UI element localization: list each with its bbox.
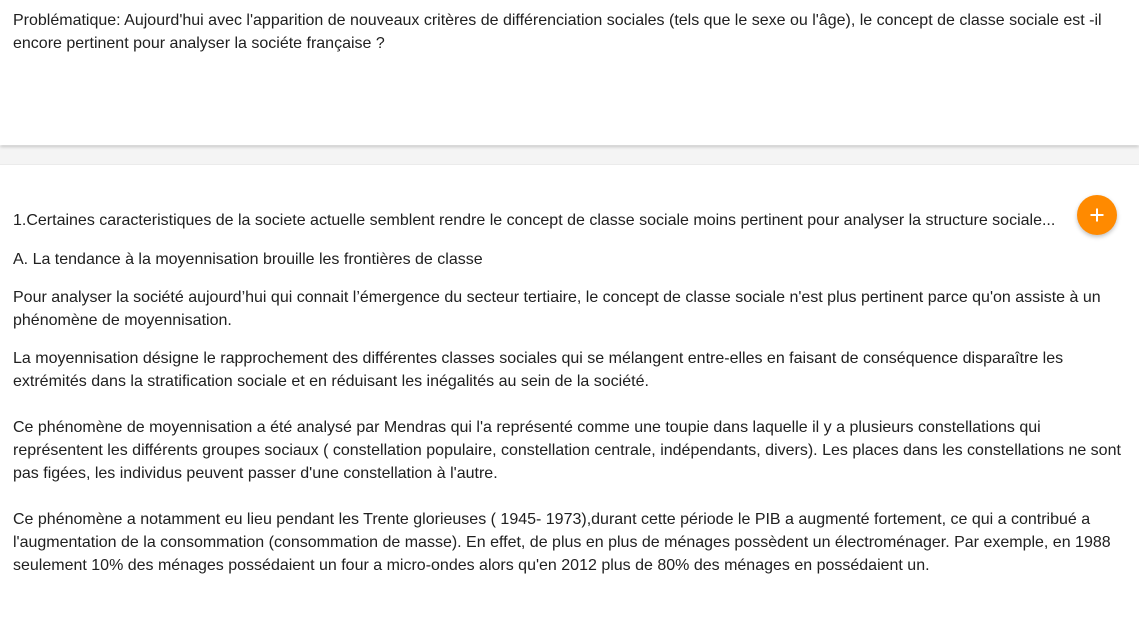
section-heading: 1.Certaines caracteristiques de la societe actuelle semblent rendre le concept de classe sociale moins pertinent pour analyser la structure sociale...	[13, 212, 1056, 229]
body-paragraph: Ce phénomène a notamment eu lieu pendant les Trente glorieuses ( 1945- 1973),durant cette période le PIB a augmenté fortement, ce qui a contribué a l'augmentation de la consommation (consommation de masse). En effet, de plus en plus de ménages possèdent un électroménager. Par exemple, en 1988 seulement 10% des ménages possédaient un four a micro-ondes alors qu'en 2012 plus de 80% des ménages en possédaient un.	[13, 511, 1111, 574]
body-paragraph: Ce phénomène de moyennisation a été analysé par Mendras qui l'a représenté comme une toupie dans laquelle il y a plusieurs constellations qui représentent les différents groupes sociaux ( constellation populaire, constellation centrale, indépendants, divers). Les places dans les constellations ne sont pas figées, les individus peuvent passer d'une constellation à l'autre.	[13, 419, 1121, 482]
add-button[interactable]	[1077, 195, 1117, 235]
body-paragraph: La moyennisation désigne le rapprochement des différentes classes sociales qui se mélangent entre-elles en faisant de conséquence disparaître les extrémités dans la stratification sociale et en réduisant les inégalités au sein de la société.	[13, 350, 1064, 390]
body-paragraph: Pour analyser la société aujourd’hui qui connait l’émergence du secteur tertiaire, le concept de classe sociale n'est plus pertinent parce qu'on assiste à un phénomène de moyennisation.	[13, 289, 1101, 329]
section-subheading: A. La tendance à la moyennisation brouille les frontières de classe	[13, 251, 483, 268]
document-body	[13, 209, 1129, 577]
section-divider	[0, 146, 1139, 165]
plus-icon	[1089, 207, 1105, 223]
problematique-text: Problématique: Aujourd'hui avec l'apparition de nouveaux critères de différenciation sociales (tels que le sexe ou l'âge), le concept de classe sociale est -il encore pertinent pour analyser la sociéte française ?	[13, 12, 1102, 52]
problematique-card	[0, 0, 1139, 145]
